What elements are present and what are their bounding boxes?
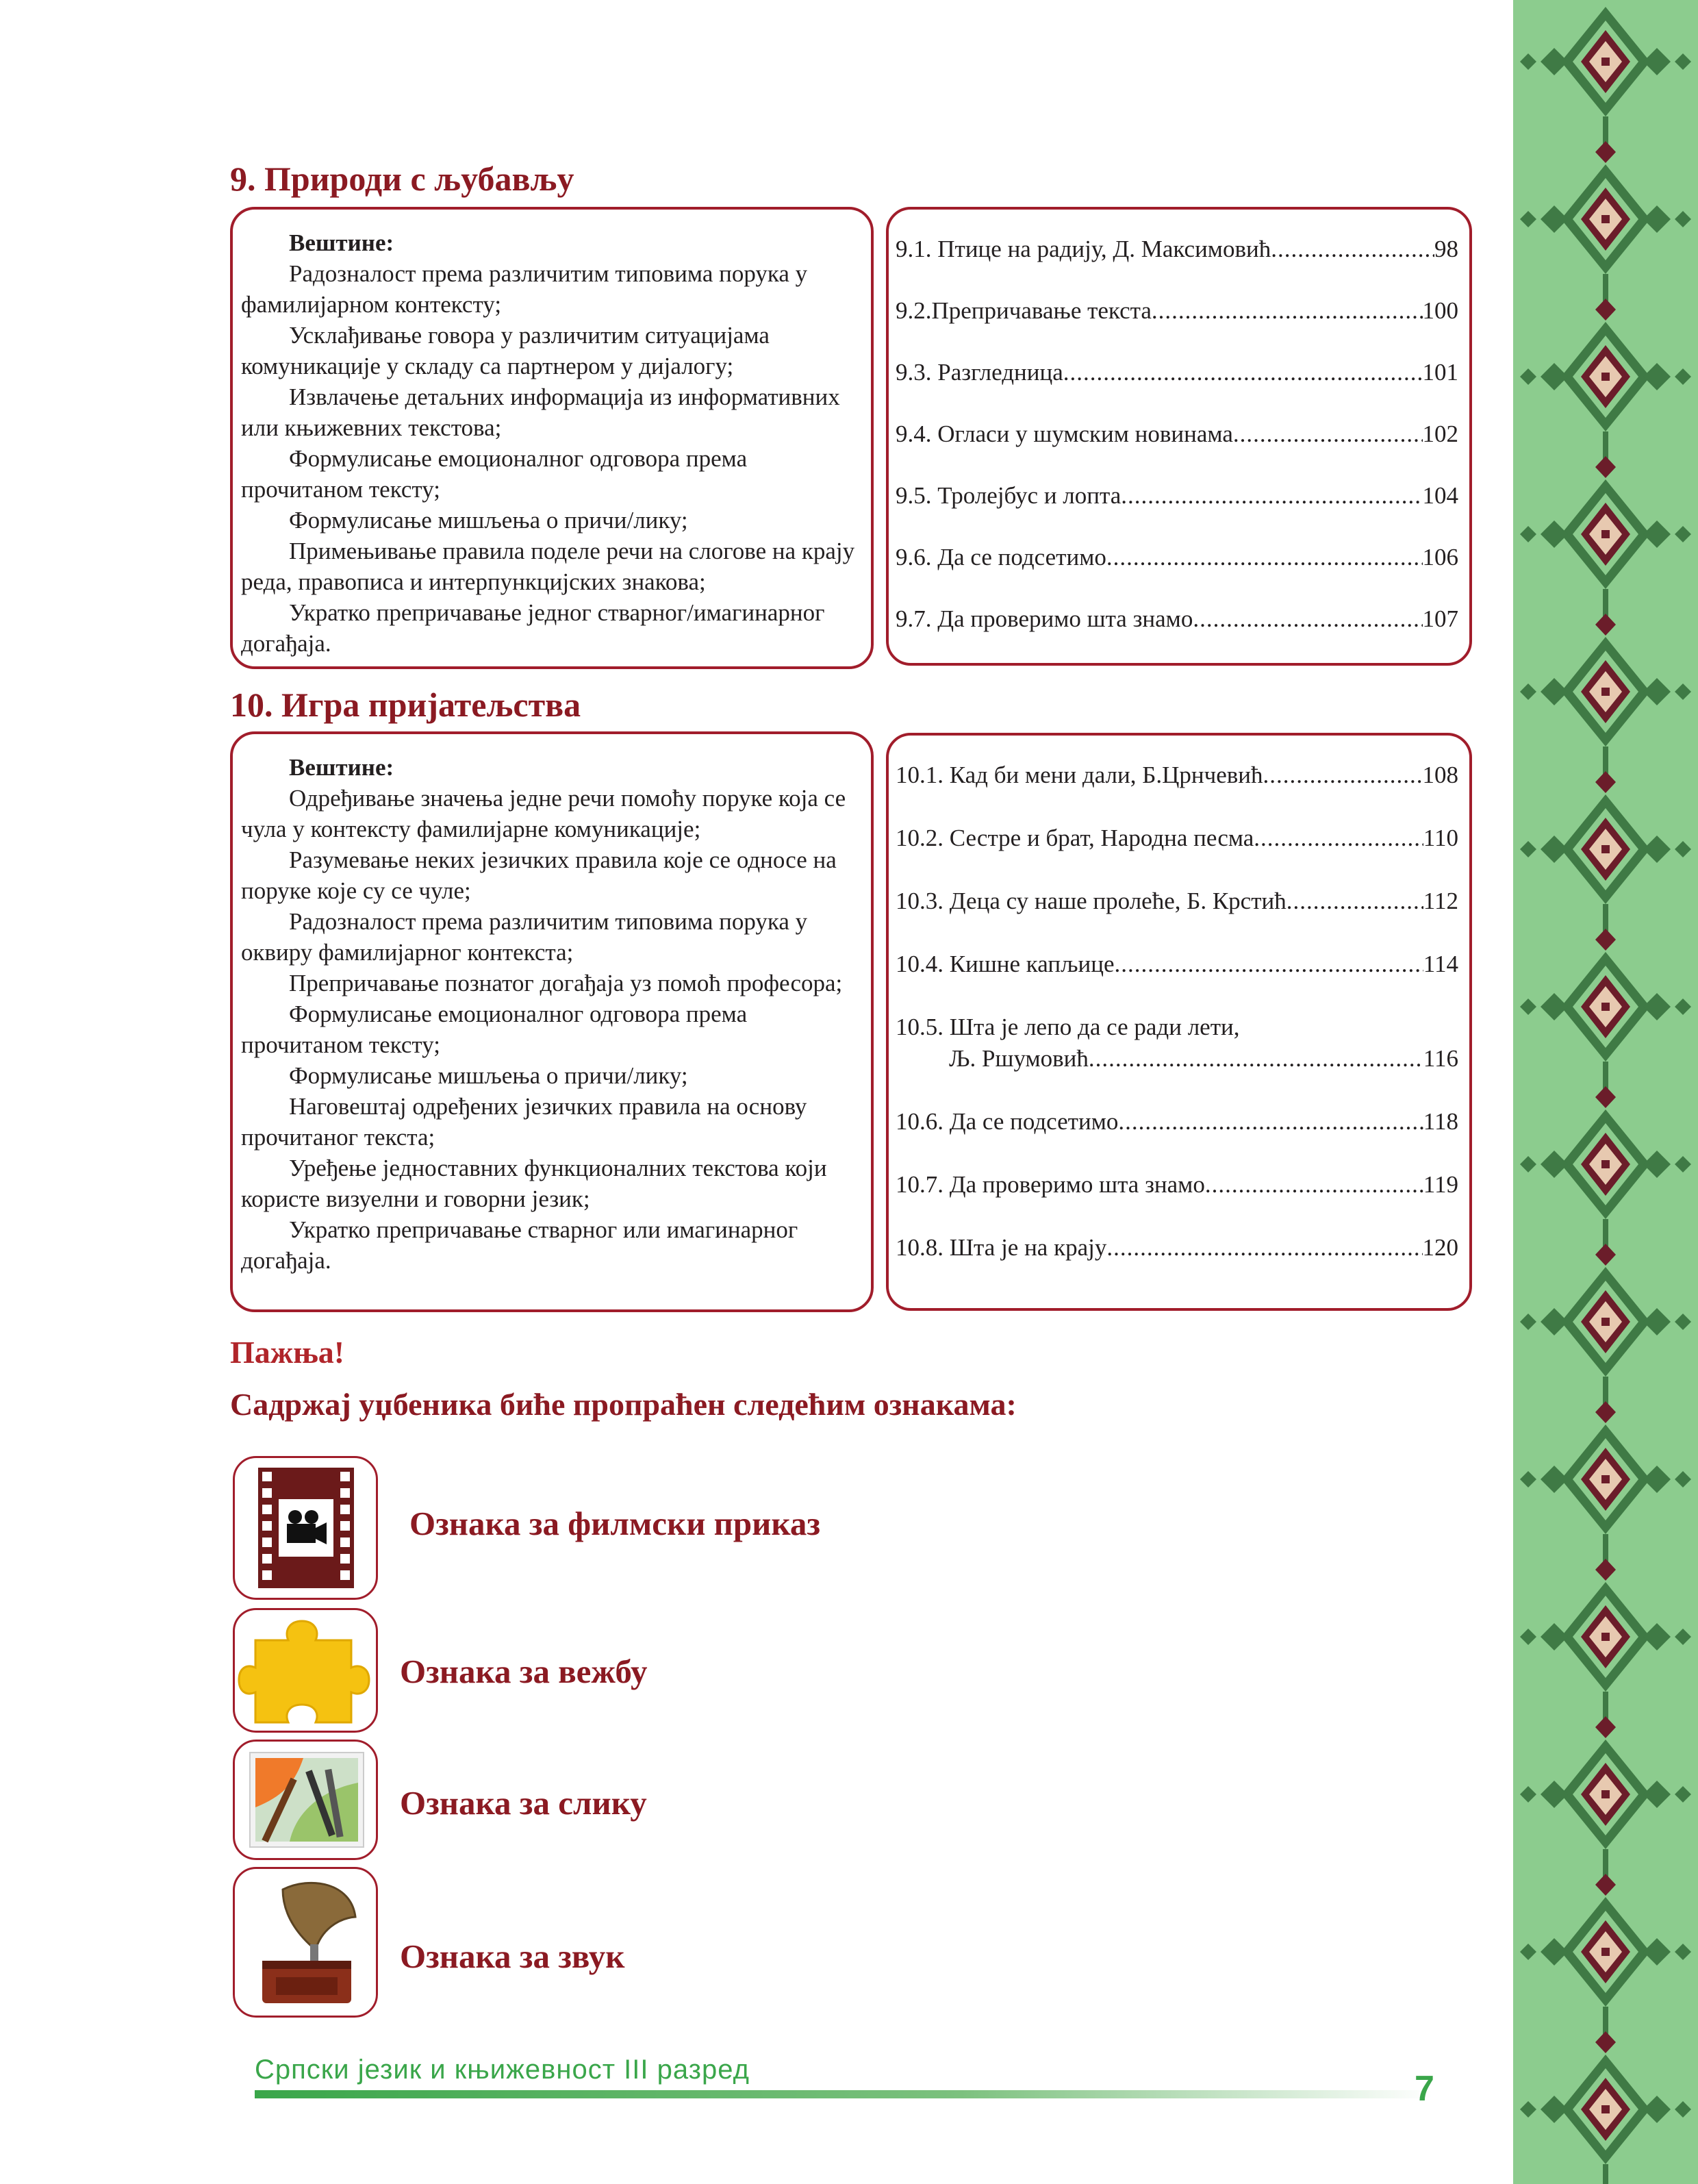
footer-divider (255, 2090, 1432, 2098)
film-camera-icon (235, 1458, 376, 1598)
toc-entry[interactable]: 9.1. Птице на радију, Д. Максимовић ..... 98 (896, 236, 1458, 263)
toc-entry[interactable]: 10.3. Деца су наше пролеће, Б. Крстић ..... 112 (896, 888, 1458, 915)
skill-item: Извлачење детаљних информација из информативних или књижевних текстова; (241, 384, 840, 441)
skill-item: Примењивање правила поделе речи на слогове на крају реда, правописа и интерпункцијских знакова; (241, 538, 855, 595)
toc-entry[interactable]: 10.8. Шта је на крају ..... 120 (896, 1234, 1458, 1262)
toc-entry[interactable]: 10.6. Да се подсетимо ..... 118 (896, 1108, 1458, 1135)
toc-entry[interactable]: 9.4. Огласи у шумским новинама ..... 102 (896, 421, 1458, 448)
markers-intro: Садржај уџбеника биће пропраћен следећим ознакама: (230, 1387, 1017, 1422)
toc-entry[interactable]: 9.6. Да се подсетимо ..... 106 (896, 544, 1458, 571)
section-10-skills-box (230, 731, 874, 1312)
toc-entry[interactable]: 10.4. Кишне капљице ..... 114 (896, 951, 1458, 978)
film-marker-box (233, 1456, 378, 1600)
skill-item: Одређивање значења једне речи помоћу поруке која се чула у контексту фамилијарне комуникације; (241, 785, 846, 842)
skill-item: Укратко препричавање стварног или имагинарног догађаја. (241, 1216, 798, 1274)
toc-entry[interactable]: 9.5. Тролејбус и лопта ..... 104 (896, 482, 1458, 510)
skill-item: Формулисање мишљења о причи/лику; (289, 507, 688, 534)
toc-entry[interactable]: Љ. Ршумовић ..... 116 (949, 1045, 1458, 1072)
skill-item: Разумевање неких језичких правила које се односе на поруке које су се чуле; (241, 846, 837, 904)
attention-heading: Пажња! (230, 1335, 345, 1370)
toc-entry-title-line[interactable]: 10.5. Шта је лепо да се ради лети, (896, 1014, 1240, 1040)
gramophone-icon (235, 1869, 376, 2016)
section-9-title: 9. Природи с љубављу (230, 160, 574, 198)
picture-marker-box (233, 1740, 378, 1860)
section-10-title: 10. Игра пријатељства (230, 686, 581, 724)
ornamental-border (1513, 0, 1698, 2184)
skill-item: Формулисање емоционалног одговора према прочитаном тексту; (241, 445, 748, 503)
toc-entry[interactable]: 10.1. Кад би мени дали, Б.Црнчевић ..... 108 (896, 762, 1458, 789)
exercise-marker-label: Ознака за вежбу (400, 1653, 648, 1690)
ornament-pattern-icon (1513, 0, 1698, 2184)
skill-item: Формулисање мишљења о причи/лику; (289, 1062, 688, 1089)
sound-marker-label: Ознака за звук (400, 1937, 625, 1975)
skill-item: Препричавање познатог догађаја уз помоћ професора; (289, 970, 843, 996)
section-9-skills-box (230, 207, 874, 669)
exercise-marker-box (233, 1608, 378, 1733)
puzzle-piece-icon (235, 1610, 376, 1731)
skill-item: Усклађивање говора у различитим ситуацијама комуникације у складу са партнером у дијалогу; (241, 322, 770, 379)
section-10-contents-box (886, 733, 1472, 1311)
toc-entry[interactable]: 10.2. Сестре и брат, Народна песма ..... 110 (896, 825, 1458, 852)
paint-brushes-icon (235, 1742, 376, 1858)
toc-entry[interactable]: 9.3. Разгледница ..... 101 (896, 359, 1458, 386)
film-marker-label: Ознака за филмски приказ (409, 1505, 821, 1542)
section-9-contents-box (886, 207, 1472, 666)
toc-entry[interactable]: 9.2.Препричавање текста ..... 100 (896, 297, 1458, 325)
picture-marker-label: Ознака за слику (400, 1784, 647, 1822)
page-number: 7 (1415, 2069, 1434, 2109)
skill-item: Укратко препричавање једног стварног/имагинарног догађаја. (241, 599, 825, 657)
toc-entry[interactable]: 9.7. Да проверимо шта знамо ..... 107 (896, 605, 1458, 633)
footer-book-title: Српски језик и књижевност III разред (255, 2055, 750, 2085)
skill-item: Формулисање емоционалног одговора према прочитаном тексту; (241, 1001, 748, 1058)
skill-item: Радозналост према различитим типовима порука у фамилијарном контексту; (241, 260, 808, 318)
toc-entry[interactable]: 10.7. Да проверимо шта знамо ..... 119 (896, 1171, 1458, 1198)
skill-item: Наговештај одређених језичких правила на основу прочитаног текста; (241, 1093, 807, 1151)
skills-heading: Вештине: (289, 754, 394, 781)
sound-marker-box (233, 1867, 378, 2018)
skills-heading: Вештине: (289, 229, 394, 256)
skill-item: Уређење једноставних функционалних текстова који користе визуелни и говорни језик; (241, 1155, 827, 1212)
skill-item: Радозналост према различитим типовима порука у оквиру фамилијарног контекста; (241, 908, 808, 966)
